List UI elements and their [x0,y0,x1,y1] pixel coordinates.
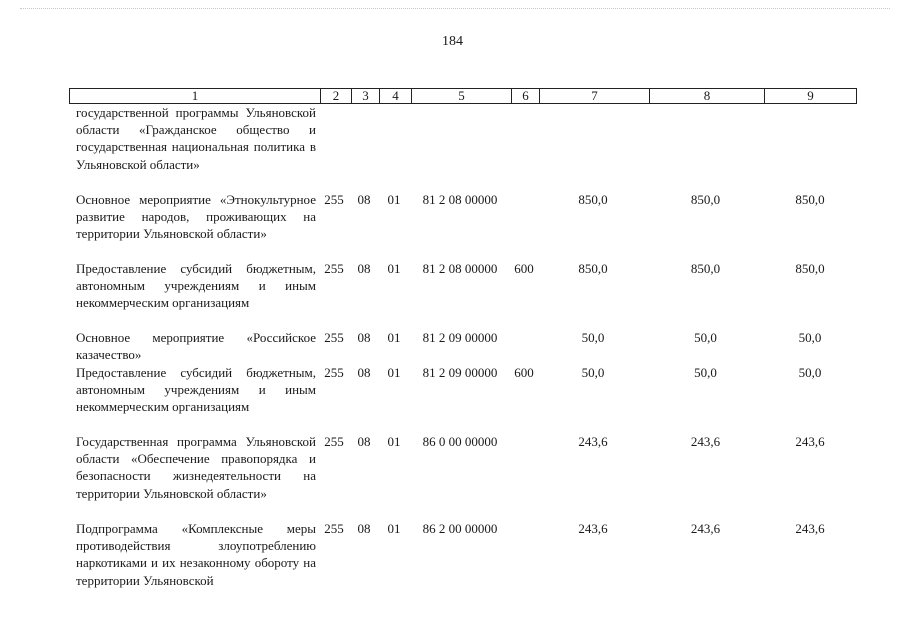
row-name: Основное мероприятие «Российское казачество» [76,330,316,363]
cell-amount-7: 243,6 [578,521,608,536]
header-col-2: 2 [320,89,351,103]
table-row [69,329,857,364]
cell-ministry: 255 [324,521,344,536]
cell-section: 08 [357,521,371,536]
cell-amount-7: 850,0 [578,192,608,207]
cell-target-article: 81 2 08 00000 [422,261,498,276]
cell-ministry: 255 [324,192,344,207]
cell-ministry: 255 [324,261,344,276]
cell-subsection: 01 [387,521,401,536]
cell-amount-8: 850,0 [690,192,721,207]
table-row [69,260,857,329]
header-col-7: 7 [539,89,649,103]
cell-section: 08 [357,365,371,380]
cell-expense-type: 600 [514,261,534,276]
header-col-5: 5 [411,89,511,103]
row-name: Основное мероприятие «Этнокультурное развитие народов, проживающих на территории Ульяновской области» [76,192,316,242]
table-row [69,364,857,433]
cell-amount-7: 50,0 [581,330,605,345]
header-col-1: 1 [191,88,199,103]
cell-amount-9: 850,0 [795,192,825,207]
cell-target-article: 86 0 00 00000 [422,434,498,449]
row-name: Подпрограмма «Комплексные меры противодействия злоупотреблению наркотиками и их незаконному обороту на территории Ульяновской [76,521,316,588]
cell-section: 08 [357,330,371,345]
row-name: Предоставление субсидий бюджетным, автономным учреждениям и иным некоммерческим организациям [76,365,316,415]
header-col-9: 9 [764,89,856,103]
header-col-6: 6 [511,89,539,103]
cell-subsection: 01 [387,434,401,449]
cell-amount-7: 850,0 [578,261,608,276]
cell-ministry: 255 [324,330,344,345]
cell-ministry: 255 [324,434,344,449]
header-col-8: 8 [649,89,764,103]
cell-target-article: 81 2 09 00000 [422,365,498,380]
cell-amount-9: 50,0 [798,365,822,380]
cell-target-article: 81 2 09 00000 [422,330,498,345]
cell-subsection: 01 [387,365,401,380]
scan-artifact-line [20,8,890,10]
cell-amount-8: 850,0 [690,261,721,276]
header-col-3: 3 [351,89,379,103]
cell-expense-type: 600 [514,365,534,380]
cell-amount-8: 243,6 [690,521,721,536]
cell-amount-7: 243,6 [578,434,608,449]
cell-amount-9: 850,0 [795,261,825,276]
cell-amount-7: 50,0 [581,365,605,380]
cell-target-article: 81 2 08 00000 [422,192,498,207]
cell-ministry: 255 [324,365,344,380]
table-row [69,433,857,520]
row-name: Государственная программа Ульяновской области «Обеспечение правопорядка и безопасности жизнедеятельности на территории Ульяновской области» [76,434,316,501]
cell-section: 08 [357,434,371,449]
row-name: государственной программы Ульяновской области «Гражданское общество и государственная национальная политика в Ульяновской области» [76,105,316,172]
cell-subsection: 01 [387,261,401,276]
header-col-4: 4 [379,89,411,103]
cell-amount-8: 243,6 [690,434,721,449]
table-header [69,88,857,104]
cell-target-article: 86 2 00 00000 [422,521,498,536]
table-row [69,104,857,191]
table-row [69,520,857,590]
cell-amount-9: 50,0 [798,330,822,345]
cell-amount-9: 243,6 [795,521,825,536]
table-body [69,104,857,590]
row-name: Предоставление субсидий бюджетным, автономным учреждениям и иным некоммерческим организациям [76,261,316,311]
page-number: 184 [442,34,463,49]
cell-subsection: 01 [387,192,401,207]
cell-section: 08 [357,192,371,207]
cell-subsection: 01 [387,330,401,345]
cell-amount-8: 50,0 [694,330,717,345]
cell-section: 08 [357,261,371,276]
cell-amount-9: 243,6 [795,434,825,449]
table-row [69,191,857,260]
cell-amount-8: 50,0 [694,365,717,380]
